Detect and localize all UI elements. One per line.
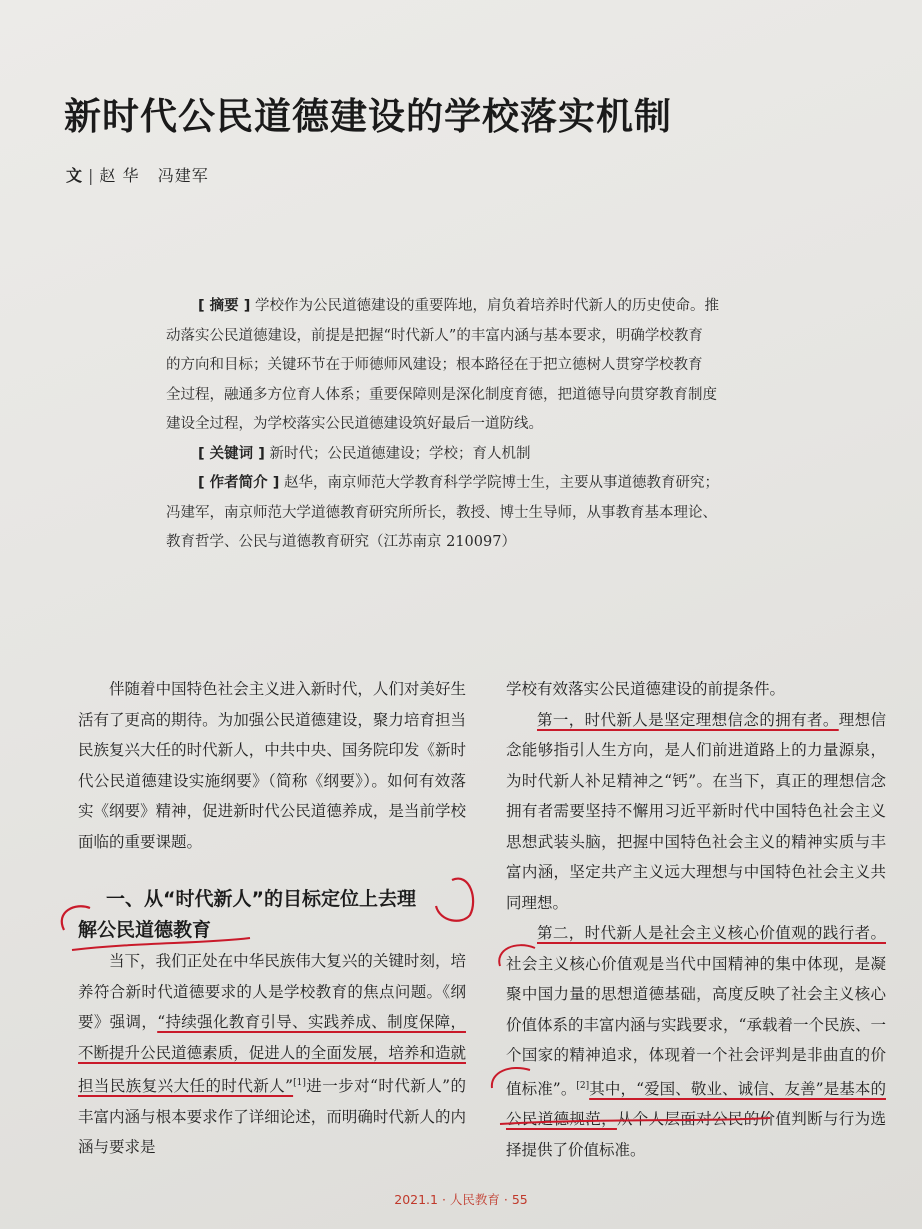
abstract-line: 动落实公民道德建设，前提是把握“时代新人”的丰富内涵与基本要求，明确学校教育 — [166, 327, 703, 344]
author-names: 赵 华 冯建军 — [99, 166, 209, 185]
underlined-quote: 其中，“爱国、敬业、诚信、友善”是基本的公民道德规范， — [506, 1079, 886, 1129]
paragraph-text: 社会主义核心价值观是当代中国精神的集中体现，是凝聚中国力量的思想道德基础，高度反映了社会主义核心价值体系的丰富内涵与实践要求，“承载着一个民族、一个国家的精神追求，体现着一个社会评判是非曲直的价值标准”。 — [506, 954, 886, 1098]
abstract-block — [166, 292, 806, 558]
underlined-lead: 第二，时代新人是社会主义核心价值观的践行者。 — [537, 924, 886, 942]
left-column-body — [78, 946, 466, 1163]
footnote-ref: [1] — [293, 1078, 306, 1088]
paragraph-text: 从个人层面对公民的价值判断与行为选择提供了价值标准。 — [506, 1110, 886, 1159]
body-text: 进一步对“时代新人”的丰富内涵与根本要求作了详细论述，而明确时代新人的内涵与要求是 — [78, 1077, 466, 1157]
page-footer: 2021.1 · 人民教育 · 55 — [394, 1192, 528, 1207]
abstract-text: 学校作为公民道德建设的重要阵地，肩负着培养时代新人的历史使命。推 — [254, 298, 719, 314]
author-info-line: 教育哲学、公民与道德教育研究（江苏南京 210097） — [166, 534, 516, 550]
paragraph-text: 理想信念能够指引人生方向，是人们前进道路上的力量源泉，为时代新人补足精神之“钙”。在当下，真正的理想信念拥有者需要坚持不懈用习近平新时代中国特色社会主义思想武装头脑，把握中国特色社会主义的精神实质与丰富内涵，坚定共产主义远大理想与中国特色社会主义共同理想。 — [506, 710, 886, 912]
article-title: 新时代公民道德建设的学校落实机制 — [64, 95, 672, 138]
byline-prefix: 文 — [66, 166, 83, 185]
body-text: 当下，我们正处在中华民族伟大复兴的关键时刻，培养符合新时代道德要求的人是学校教育的焦点问题。《纲要》强调， — [78, 952, 466, 1031]
abstract-line: 全过程，融通多方位育人体系；重要保障则是深化制度育德，把道德导向贯穿教育制度 — [166, 386, 717, 403]
section-heading-line2: 解公民道德教育 — [78, 919, 212, 941]
intro-paragraph: 伴随着中国特色社会主义进入新时代，人们对美好生活有了更高的期待。为加强公民道德建设，聚力培育担当民族复兴大任的时代新人，中共中央、国务院印发《新时代公民道德建设实施纲要》（简称《纲要》）。如何有效落实《纲要》精神，促进新时代公民道德养成，是当前学校面临的重要课题。 — [78, 680, 466, 851]
continuation-text: 学校有效落实公民道德建设的前提条件。 — [506, 680, 786, 698]
keywords-line — [166, 440, 806, 470]
underlined-lead: 第一，时代新人是坚定理想信念的拥有者。 — [537, 710, 839, 729]
abstract-label: [ 摘要 ] — [198, 298, 251, 314]
paragraph-first — [506, 705, 886, 919]
author-info-line — [166, 469, 806, 499]
author-info-label: [ 作者简介 ] — [198, 475, 280, 491]
abstract-line: 建设全过程，为学校落实公民道德建设筑好最后一道防线。 — [166, 416, 543, 432]
abstract-line — [166, 292, 806, 322]
byline-separator: | — [88, 166, 94, 185]
byline — [66, 163, 209, 186]
left-column-intro — [78, 674, 466, 857]
abstract-line: 的方向和目标；关键环节在于师德师风建设；根本路径在于把立德树人贯穿学校教育 — [166, 357, 703, 373]
section-heading-line1: 一、从“时代新人”的目标定位上去理 — [106, 888, 416, 910]
footnote-ref: [2] — [576, 1080, 590, 1091]
paragraph-second — [506, 918, 886, 1165]
underlined-quote: “持续强化教育引导、实践养成、制度保障，不断提升公民道德素质，促进人的全面发展，培养和造就担当民族复兴大任的时代新人” — [78, 1013, 466, 1096]
section-heading — [78, 884, 468, 946]
keywords-text: 新时代；公民道德建设；学校；育人机制 — [269, 445, 531, 462]
author-info-line: 冯建军，南京师范大学道德教育研究所所长，教授、博士生导师，从事教育基本理论、 — [166, 504, 717, 521]
section-paragraph — [78, 946, 466, 1163]
author-info-text: 赵华，南京师范大学教育科学学院博士生，主要从事道德教育研究； — [283, 475, 719, 491]
keywords-label: [ 关键词 ] — [198, 445, 265, 462]
right-column — [506, 674, 886, 1165]
